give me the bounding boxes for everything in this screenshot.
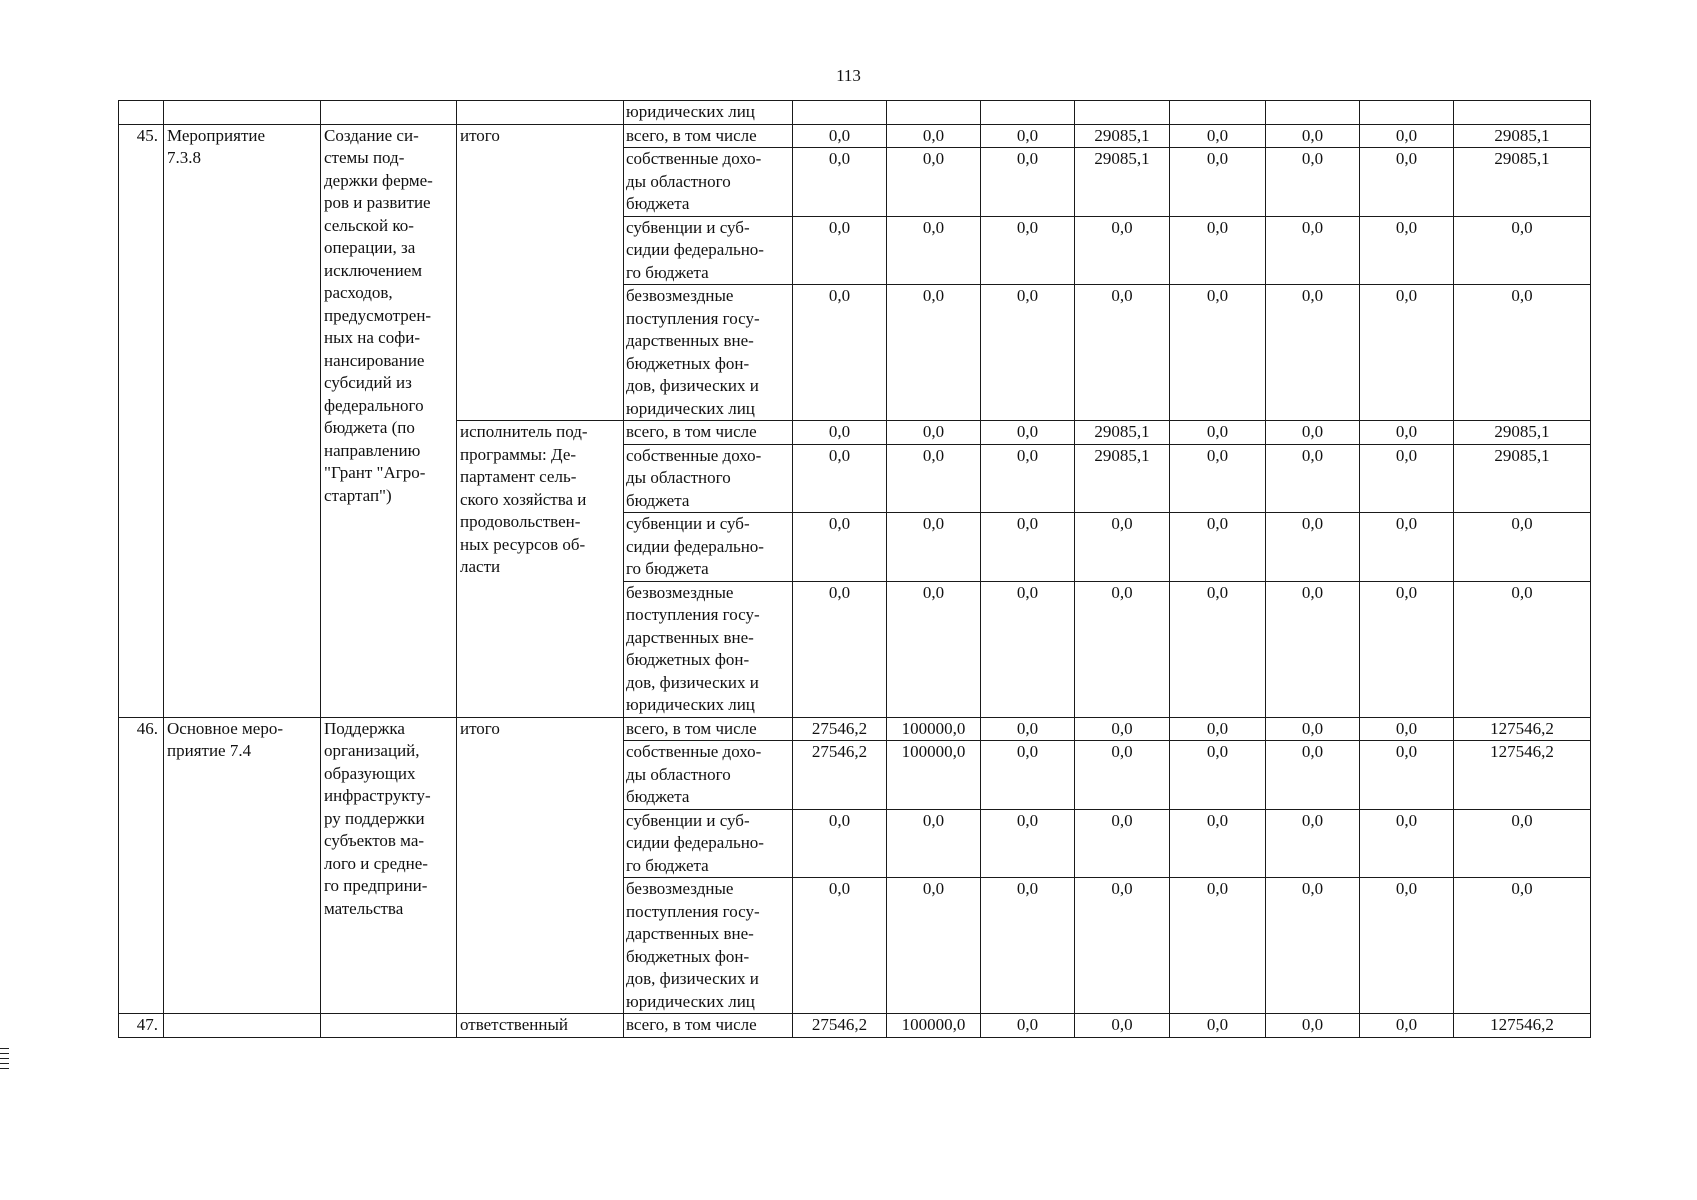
funding-source-cell: безвозмездные поступления госу- дарственных вне- бюджетных фон- дов, физических и юридических лиц xyxy=(624,581,793,717)
year-value-cell: 100000,0 xyxy=(887,1014,981,1038)
activity-description-cell xyxy=(321,1014,457,1038)
year-value-cell: 0,0 xyxy=(1075,741,1170,810)
funding-source-cell: собственные дохо- ды областного бюджета xyxy=(624,444,793,513)
year-value-cell: 0,0 xyxy=(1170,285,1266,421)
value-cell xyxy=(1170,101,1266,125)
year-value-cell: 29085,1 xyxy=(1075,124,1170,148)
funding-source-cell: всего, в том числе xyxy=(624,717,793,741)
year-value-cell: 0,0 xyxy=(1360,285,1454,421)
year-value-cell: 0,0 xyxy=(1075,513,1170,582)
year-value-cell: 0,0 xyxy=(1360,513,1454,582)
funding-source-cell: субвенции и суб- сидии федерально- го бюджета xyxy=(624,809,793,878)
funding-source-cell: всего, в том числе xyxy=(624,124,793,148)
year-value-cell: 0,0 xyxy=(1266,285,1360,421)
year-value-cell: 100000,0 xyxy=(887,717,981,741)
year-value-cell: 0,0 xyxy=(1170,878,1266,1014)
total-value-cell: 127546,2 xyxy=(1454,741,1591,810)
year-value-cell: 0,0 xyxy=(1360,444,1454,513)
year-value-cell: 0,0 xyxy=(887,285,981,421)
year-value-cell: 0,0 xyxy=(981,124,1075,148)
year-value-cell: 0,0 xyxy=(981,285,1075,421)
empty-cell xyxy=(457,101,624,125)
year-value-cell: 0,0 xyxy=(1360,581,1454,717)
year-value-cell: 0,0 xyxy=(1360,741,1454,810)
year-value-cell: 0,0 xyxy=(793,513,887,582)
year-value-cell: 0,0 xyxy=(1266,124,1360,148)
funding-source-cell: собственные дохо- ды областного бюджета xyxy=(624,148,793,217)
year-value-cell: 0,0 xyxy=(1075,717,1170,741)
empty-cell xyxy=(321,101,457,125)
table-row xyxy=(119,124,1591,148)
year-value-cell: 0,0 xyxy=(793,285,887,421)
year-value-cell: 0,0 xyxy=(1360,148,1454,217)
total-value-cell: 29085,1 xyxy=(1454,148,1591,217)
year-value-cell: 0,0 xyxy=(887,444,981,513)
responsible-executor-cell: исполнитель под- программы: Де- партамент сель- ского хозяйства и продовольствен- ных ресурсов об- ласти xyxy=(457,421,624,718)
total-value-cell: 0,0 xyxy=(1454,581,1591,717)
budget-table xyxy=(118,100,1591,1038)
year-value-cell: 0,0 xyxy=(1075,1014,1170,1038)
value-cell xyxy=(887,101,981,125)
entry-number-cell: 47. xyxy=(119,1014,164,1038)
year-value-cell: 0,0 xyxy=(1266,809,1360,878)
year-value-cell: 0,0 xyxy=(1266,513,1360,582)
year-value-cell: 0,0 xyxy=(981,148,1075,217)
year-value-cell: 0,0 xyxy=(1170,216,1266,285)
year-value-cell: 0,0 xyxy=(981,1014,1075,1038)
year-value-cell: 27546,2 xyxy=(793,1014,887,1038)
funding-source-cell: собственные дохо- ды областного бюджета xyxy=(624,741,793,810)
year-value-cell: 0,0 xyxy=(793,809,887,878)
year-value-cell: 27546,2 xyxy=(793,741,887,810)
year-value-cell: 0,0 xyxy=(1075,581,1170,717)
entry-number-cell: 46. xyxy=(119,717,164,1014)
year-value-cell: 27546,2 xyxy=(793,717,887,741)
year-value-cell: 0,0 xyxy=(1075,809,1170,878)
empty-cell xyxy=(119,101,164,125)
page-number: 113 xyxy=(836,66,861,85)
year-value-cell: 0,0 xyxy=(793,148,887,217)
value-cell xyxy=(1266,101,1360,125)
value-cell xyxy=(981,101,1075,125)
empty-cell xyxy=(164,101,321,125)
scan-edge-marks xyxy=(0,1048,9,1073)
total-value-cell: 0,0 xyxy=(1454,285,1591,421)
year-value-cell: 0,0 xyxy=(1170,717,1266,741)
responsible-executor-cell: итого xyxy=(457,124,624,421)
year-value-cell: 0,0 xyxy=(793,421,887,445)
funding-source-cell: субвенции и суб- сидии федерально- го бюджета xyxy=(624,513,793,582)
value-cell xyxy=(1360,101,1454,125)
year-value-cell: 29085,1 xyxy=(1075,444,1170,513)
year-value-cell: 0,0 xyxy=(981,741,1075,810)
year-value-cell: 0,0 xyxy=(1170,809,1266,878)
year-value-cell: 0,0 xyxy=(887,878,981,1014)
year-value-cell: 0,0 xyxy=(887,421,981,445)
year-value-cell: 0,0 xyxy=(1266,717,1360,741)
year-value-cell: 0,0 xyxy=(1266,878,1360,1014)
total-value-cell: 29085,1 xyxy=(1454,421,1591,445)
year-value-cell: 0,0 xyxy=(1266,216,1360,285)
year-value-cell: 0,0 xyxy=(1170,421,1266,445)
year-value-cell: 0,0 xyxy=(1170,444,1266,513)
year-value-cell: 0,0 xyxy=(1360,216,1454,285)
year-value-cell: 0,0 xyxy=(1266,1014,1360,1038)
funding-source-cell: безвозмездные поступления госу- дарственных вне- бюджетных фон- дов, физических и юридических лиц xyxy=(624,878,793,1014)
year-value-cell: 0,0 xyxy=(1360,809,1454,878)
table-row xyxy=(119,717,1591,741)
year-value-cell: 0,0 xyxy=(1360,1014,1454,1038)
year-value-cell: 0,0 xyxy=(887,124,981,148)
year-value-cell: 0,0 xyxy=(981,717,1075,741)
year-value-cell: 0,0 xyxy=(887,216,981,285)
table-row xyxy=(119,101,1591,125)
year-value-cell: 0,0 xyxy=(981,444,1075,513)
total-value-cell: 0,0 xyxy=(1454,513,1591,582)
year-value-cell: 0,0 xyxy=(887,809,981,878)
year-value-cell: 0,0 xyxy=(793,124,887,148)
activity-name-cell: Мероприятие 7.3.8 xyxy=(164,124,321,717)
year-value-cell: 0,0 xyxy=(793,581,887,717)
funding-source-cell: юридических лиц xyxy=(624,101,793,125)
year-value-cell: 0,0 xyxy=(1266,581,1360,717)
year-value-cell: 0,0 xyxy=(793,216,887,285)
activity-description-cell: Создание си- стемы под- держки ферме- ров и развитие сельской ко- операции, за исключением расходов, предусмотрен- ных на софи- нансирование субсидий из федерального бюджета (по направлению "Грант "Агро- стартап") xyxy=(321,124,457,717)
year-value-cell: 0,0 xyxy=(1170,741,1266,810)
year-value-cell: 0,0 xyxy=(981,581,1075,717)
year-value-cell: 0,0 xyxy=(1170,581,1266,717)
year-value-cell: 0,0 xyxy=(1075,285,1170,421)
year-value-cell: 0,0 xyxy=(1170,513,1266,582)
total-value-cell: 29085,1 xyxy=(1454,124,1591,148)
year-value-cell: 0,0 xyxy=(887,581,981,717)
year-value-cell: 29085,1 xyxy=(1075,148,1170,217)
year-value-cell: 0,0 xyxy=(1075,216,1170,285)
year-value-cell: 0,0 xyxy=(1266,741,1360,810)
activity-description-cell: Поддержка организаций, образующих инфраструкту- ру поддержки субъектов ма- лого и средне- го предприни- мательства xyxy=(321,717,457,1014)
year-value-cell: 0,0 xyxy=(1360,124,1454,148)
year-value-cell: 0,0 xyxy=(1170,1014,1266,1038)
total-value-cell: 0,0 xyxy=(1454,216,1591,285)
year-value-cell: 0,0 xyxy=(1266,444,1360,513)
year-value-cell: 0,0 xyxy=(1360,878,1454,1014)
year-value-cell: 0,0 xyxy=(981,216,1075,285)
responsible-executor-cell: ответственный xyxy=(457,1014,624,1038)
activity-name-cell xyxy=(164,1014,321,1038)
value-cell xyxy=(1075,101,1170,125)
activity-name-cell: Основное меро- приятие 7.4 xyxy=(164,717,321,1014)
total-value-cell: 127546,2 xyxy=(1454,1014,1591,1038)
year-value-cell: 0,0 xyxy=(1266,421,1360,445)
value-cell xyxy=(1454,101,1591,125)
total-value-cell: 0,0 xyxy=(1454,878,1591,1014)
responsible-executor-cell: итого xyxy=(457,717,624,1014)
year-value-cell: 0,0 xyxy=(793,878,887,1014)
year-value-cell: 0,0 xyxy=(1170,124,1266,148)
year-value-cell: 0,0 xyxy=(1075,878,1170,1014)
year-value-cell: 0,0 xyxy=(887,148,981,217)
entry-number-cell: 45. xyxy=(119,124,164,717)
funding-source-cell: безвозмездные поступления госу- дарственных вне- бюджетных фон- дов, физических и юридических лиц xyxy=(624,285,793,421)
total-value-cell: 29085,1 xyxy=(1454,444,1591,513)
year-value-cell: 0,0 xyxy=(1170,148,1266,217)
year-value-cell: 0,0 xyxy=(793,444,887,513)
funding-source-cell: субвенции и суб- сидии федерально- го бюджета xyxy=(624,216,793,285)
funding-source-cell: всего, в том числе xyxy=(624,421,793,445)
year-value-cell: 29085,1 xyxy=(1075,421,1170,445)
value-cell xyxy=(793,101,887,125)
year-value-cell: 0,0 xyxy=(887,513,981,582)
year-value-cell: 0,0 xyxy=(981,809,1075,878)
year-value-cell: 0,0 xyxy=(1360,717,1454,741)
funding-source-cell: всего, в том числе xyxy=(624,1014,793,1038)
total-value-cell: 0,0 xyxy=(1454,809,1591,878)
table-row xyxy=(119,1014,1591,1038)
year-value-cell: 0,0 xyxy=(981,513,1075,582)
year-value-cell: 100000,0 xyxy=(887,741,981,810)
year-value-cell: 0,0 xyxy=(981,421,1075,445)
total-value-cell: 127546,2 xyxy=(1454,717,1591,741)
year-value-cell: 0,0 xyxy=(981,878,1075,1014)
year-value-cell: 0,0 xyxy=(1360,421,1454,445)
year-value-cell: 0,0 xyxy=(1266,148,1360,217)
